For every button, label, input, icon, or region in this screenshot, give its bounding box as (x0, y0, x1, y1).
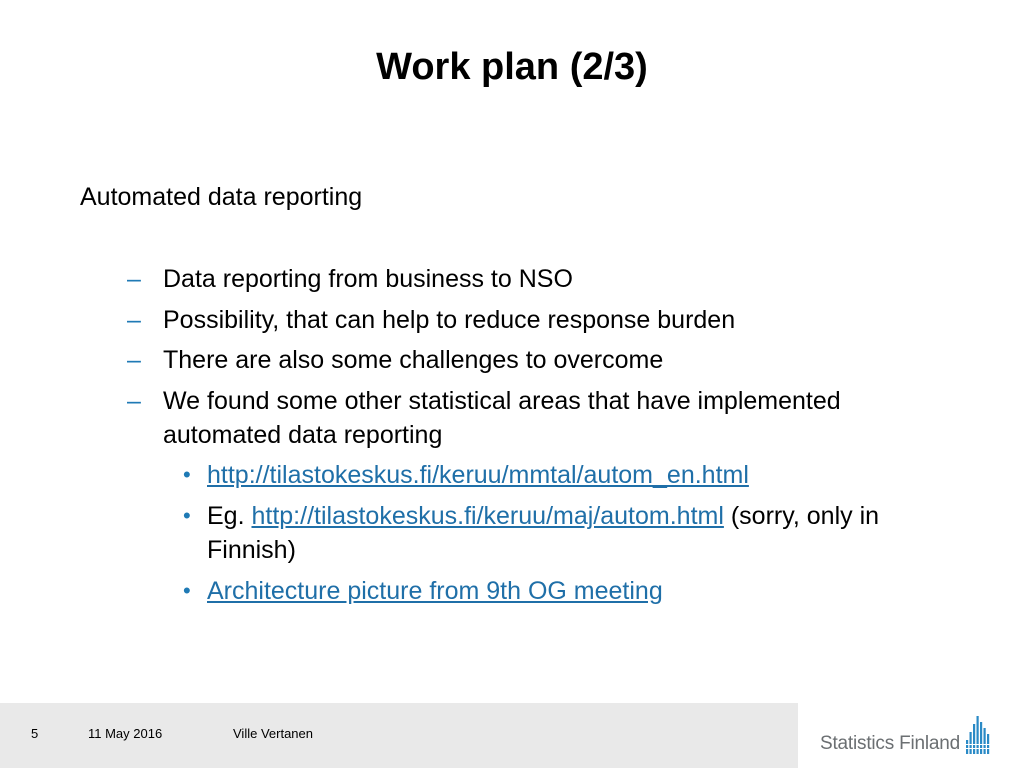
dot-bullet: • (183, 577, 191, 603)
slide-title: Work plan (2/3) (376, 46, 648, 88)
dot-bullet: • (183, 461, 191, 487)
list-item (127, 262, 957, 296)
sub-bullet-list (163, 458, 957, 608)
dash-bullet: – (127, 305, 141, 334)
autom-en-link[interactable]: http://tilastokeskus.fi/keruu/mmtal/autom_en.html (207, 460, 749, 489)
list-item-text: Possibility, that can help to reduce response burden (163, 305, 736, 334)
footer-author: Ville Vertanen (233, 726, 313, 741)
list-item-text: We found some other statistical areas that have implemented automated data reporting (163, 386, 841, 449)
sub-item-suffix: (sorry, only in Finnish) (207, 501, 880, 564)
dash-bullet: – (127, 346, 141, 374)
list-item-text: There are also some challenges to overcome (163, 346, 664, 374)
footer-date: 11 May 2016 (88, 726, 163, 741)
sub-list-item (163, 499, 957, 567)
list-item (127, 384, 957, 608)
section-heading: Automated data reporting (80, 183, 363, 211)
statistics-finland-logo (820, 712, 1000, 762)
autom-fi-link[interactable]: http://tilastokeskus.fi/keruu/maj/autom.html (251, 501, 724, 530)
list-item (127, 343, 957, 377)
bullet-list (127, 262, 957, 615)
sub-item-prefix: Eg. (207, 501, 245, 530)
logo-text: Statistics Finland (820, 733, 961, 754)
list-item-text: Data reporting from business to NSO (163, 265, 573, 293)
dot-bullet: • (183, 502, 191, 528)
page-number: 5 (31, 726, 39, 741)
sub-list-item (163, 458, 957, 492)
sub-list-item (163, 574, 957, 608)
dash-bullet: – (127, 265, 141, 293)
dash-bullet: – (127, 386, 141, 415)
bar-graph-logo-icon (966, 714, 990, 754)
list-item (127, 303, 957, 337)
architecture-picture-link[interactable]: Architecture picture from 9th OG meeting (207, 576, 663, 605)
